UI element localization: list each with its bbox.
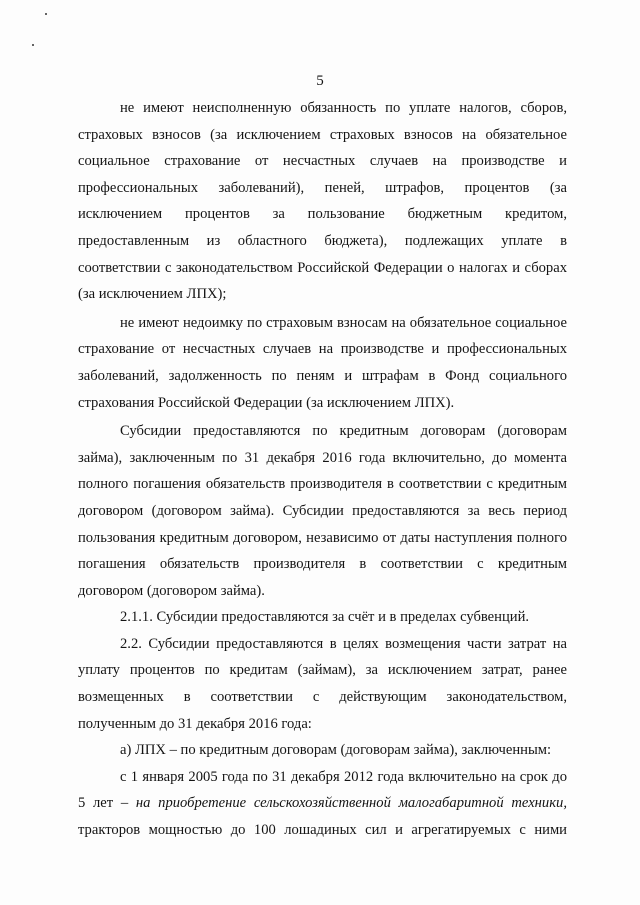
paragraph: 2.2. Субсидии предоставляются в целях возмещения части затрат на уплату процентов по кредитам (займам), за исключением затрат, ранее возмещенных в соответствии с действующим законодательством, полученным до 31 декабря 2016 года: (78, 635, 567, 732)
paragraph: 2.1.1. Субсидии предоставляются за счёт и в пределах субвенций. (120, 609, 530, 626)
paragraph-text: тракторов мощностью до 100 лошадиных сил и агрегатируемых с ними (78, 822, 567, 839)
scan-speck (32, 44, 34, 46)
scan-speck (45, 13, 47, 15)
paragraph-text: с 1 января 2005 года по 31 декабря 2012 года включительно на срок до 5 лет – (78, 768, 567, 812)
page-number: 5 (316, 73, 324, 89)
paragraph (78, 764, 567, 844)
paragraph: не имеют недоимку по страховым взносам на обязательное социальное страхование от несчастных случаев на производстве и профессиональных заболеваний, задолженность по пеням и штрафам в Фонд социального страхования Российской Федерации (за исключением ЛПХ). (78, 314, 567, 411)
paragraph: Субсидии предоставляются по кредитным договорам (договорам займа), заключенным по 31 декабря 2016 года включительно, до момента полного погашения обязательств производителя в соответствии с кредитным договором (договором займа). Субсидии предоставляются за весь период пользования кредитным договором, независимо от даты наступления полного погашения обязательств производителя в соответствии с кредитным договором (договором займа). (78, 423, 567, 599)
paragraph: а) ЛПХ – по кредитным договорам (договорам займа), заключенным: (120, 742, 552, 759)
paragraph: не имеют неисполненную обязанность по уплате налогов, сборов, страховых взносов (за исключением страховых взносов на обязательное социальное страхование от несчастных случаев на производстве и профессиональных заболеваний), пеней, штрафов, процентов (за исключением процентов за пользование бюджетным кредитом, предоставленным из областного бюджета), подлежащих уплате в соответствии с законодательством Российской Федерации о налогах и сборах (за исключением ЛПХ); (78, 100, 567, 303)
paragraph-italic-text: на приобретение сельскохозяйственной малогабаритной техники, (135, 795, 567, 812)
document-body (78, 95, 567, 844)
